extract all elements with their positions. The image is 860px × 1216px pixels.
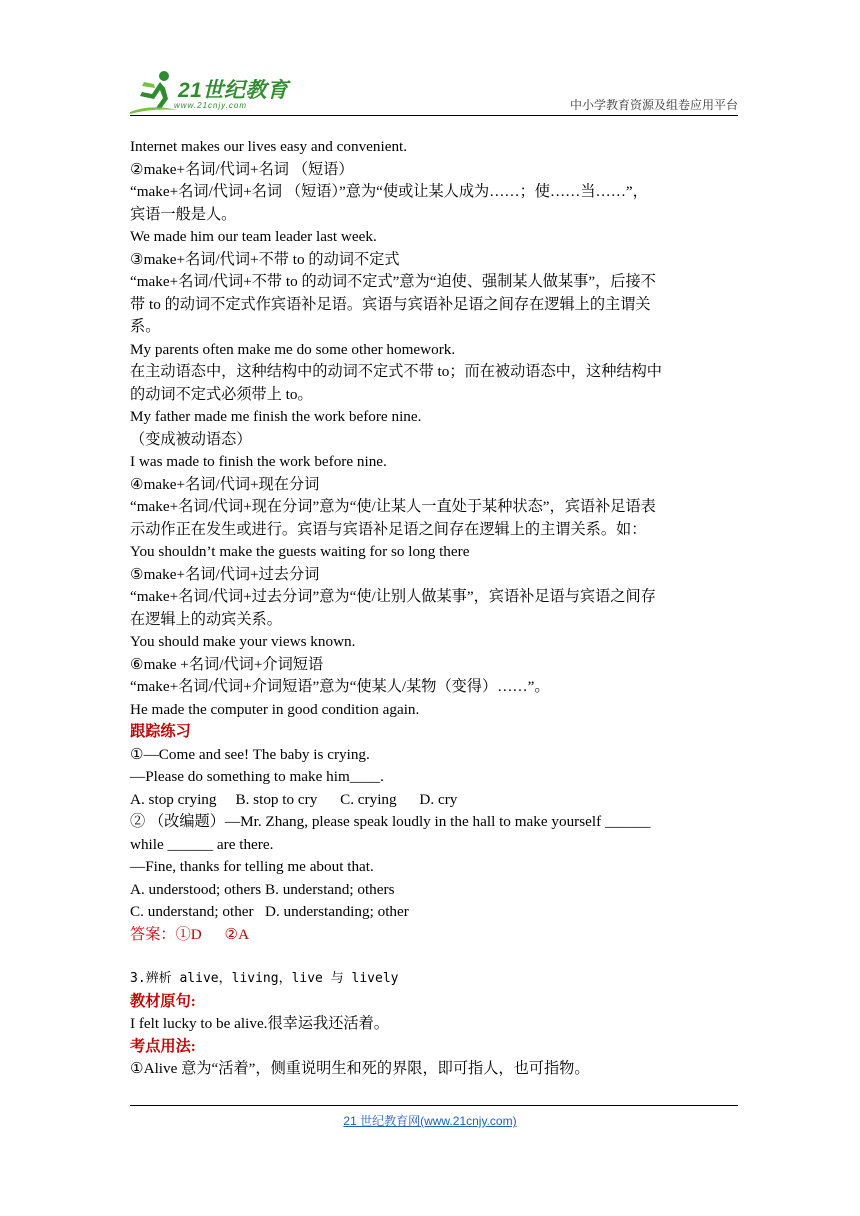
body-line: “make+名词/代词+名词 （短语）”意为“使或让某人成为……；使……当……”， bbox=[130, 183, 648, 200]
question-2-continued: while ______ are there. bbox=[130, 835, 274, 853]
answer-key: 答案：①D ②A bbox=[130, 925, 250, 943]
body-line: “make+名词/代词+不带 to 的动词不定式”意为“迫使、强制某人做某事”，后接不 bbox=[130, 273, 656, 290]
body-line: 在逻辑上的动宾关系。 bbox=[130, 610, 282, 628]
body-line: 系。 bbox=[130, 318, 161, 335]
practice-heading: 跟踪练习 bbox=[130, 723, 191, 740]
body-line: You should make your views known. bbox=[130, 633, 356, 650]
page-header bbox=[130, 66, 738, 118]
footer-divider bbox=[130, 1105, 738, 1106]
runner-logo-icon bbox=[130, 68, 180, 116]
body-line: ③make+名词/代词+不带 to 的动词不定式 bbox=[130, 250, 400, 268]
body-line: “make+名词/代词+过去分词”意为“使/让别人做某事”，宾语补足语与宾语之间存 bbox=[130, 588, 656, 605]
body-line: 示动作正在发生或进行。宾语与宾语补足语之间存在逻辑上的主谓关系。如： bbox=[130, 520, 647, 538]
body-line: We made him our team leader last week. bbox=[130, 228, 377, 245]
header-divider bbox=[130, 115, 738, 116]
question-2-options-a-b: A. understood; others B. understand; others bbox=[130, 880, 395, 898]
body-line: ⑥make +名词/代词+介词短语 bbox=[130, 655, 324, 673]
body-line: ②make+名词/代词+名词 （短语） bbox=[130, 160, 354, 178]
section-3-title: 3.辨析 alive，living，live 与 lively bbox=[130, 971, 399, 986]
question-1-prompt: —Please do something to make him____. bbox=[130, 768, 384, 785]
footer-link[interactable]: 21 世纪教育网(www.21cnjy.com) bbox=[343, 1114, 517, 1128]
question-2-options-c-d: C. understand; other D. understanding; other bbox=[130, 903, 409, 920]
body-line: My father made me finish the work before nine. bbox=[130, 408, 422, 425]
body-line: Internet makes our lives easy and convenient. bbox=[130, 138, 408, 155]
source-sentence-label: 教材原句: bbox=[130, 992, 196, 1010]
body-line: ⑤make+名词/代词+过去分词 bbox=[130, 565, 320, 583]
body-line: 在主动语态中，这种结构中的动词不定式不带 to；而在被动语态中，这种结构中 bbox=[130, 363, 662, 380]
body-line: I was made to finish the work before nine. bbox=[130, 453, 387, 470]
body-line: 的动词不定式必须带上 to。 bbox=[130, 385, 313, 403]
body-line: （变成被动语态） bbox=[130, 430, 252, 448]
body-line: “make+名词/代词+介词短语”意为“使某人/某物（变得）……”。 bbox=[130, 678, 550, 695]
source-sentence: I felt lucky to be alive.很幸运我还活着。 bbox=[130, 1015, 389, 1032]
body-line: You shouldn’t make the guests waiting for so long there bbox=[130, 543, 470, 560]
body-line: He made the computer in good condition again. bbox=[130, 700, 420, 718]
question-1-options: A. stop crying B. stop to cry C. crying D. cry bbox=[130, 790, 458, 808]
logo-text: 21世纪教育 bbox=[178, 79, 289, 102]
body-line: 宾语一般是人。 bbox=[130, 205, 237, 223]
spacer bbox=[130, 946, 735, 968]
question-2-reply: —Fine, thanks for telling me about that. bbox=[130, 858, 374, 875]
usage-line: ①Alive 意为“活着”，侧重说明生和死的界限，即可指人，也可指物。 bbox=[130, 1060, 590, 1077]
logo-url: www.21cnjy.com bbox=[174, 101, 247, 110]
usage-label: 考点用法: bbox=[130, 1037, 196, 1055]
question-2: ② （改编题）—Mr. Zhang, please speak loudly in the hall to make yourself ______ bbox=[130, 813, 651, 830]
header-platform-text: 中小学教育资源及组卷应用平台 bbox=[569, 98, 738, 112]
question-1: ①—Come and see! The baby is crying. bbox=[130, 745, 370, 763]
body-line: “make+名词/代词+现在分词”意为“使/让某人一直处于某种状态”，宾语补足语表 bbox=[130, 498, 656, 515]
body-line: 带 to 的动词不定式作宾语补足语。宾语与宾语补足语之间存在逻辑上的主谓关 bbox=[130, 295, 651, 313]
body-line: ④make+名词/代词+现在分词 bbox=[130, 475, 320, 493]
document-body bbox=[130, 136, 735, 1081]
body-line: My parents often make me do some other homework. bbox=[130, 340, 456, 358]
site-logo bbox=[130, 68, 300, 116]
